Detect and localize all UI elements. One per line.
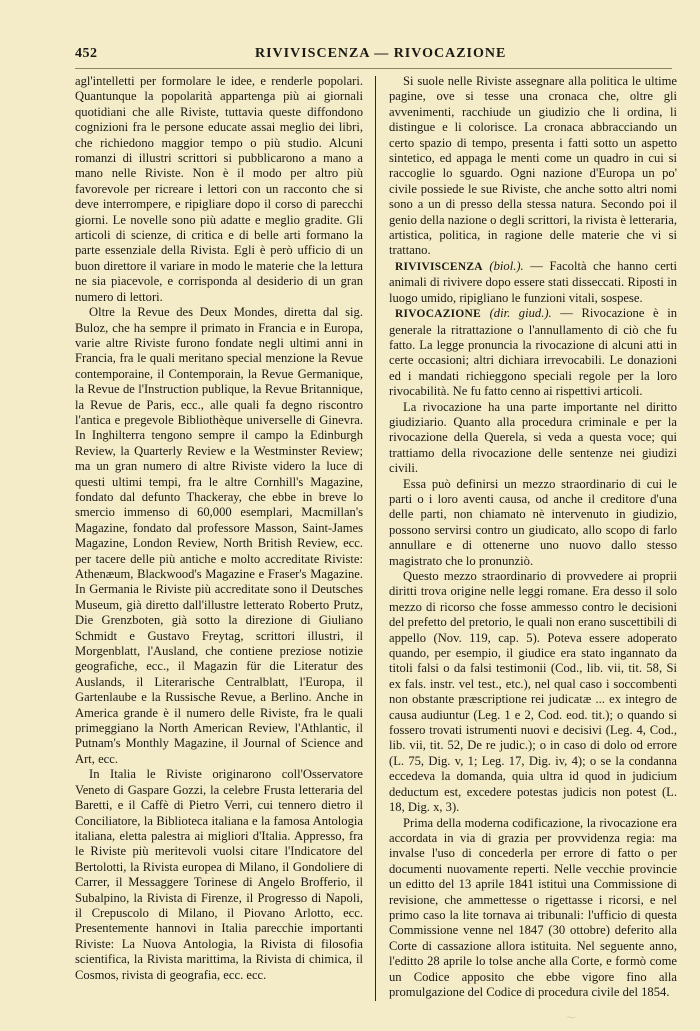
running-head: RIVIVISCENZA — RIVOCAZIONE	[255, 46, 507, 61]
paragraph: Essa può definirsi un mezzo straordinario di cui le parti o i loro aventi causa, od anche il creditore d'una delle parti, non chiamato nè intervenuto in giudizio, possono servirsi contro un giudicato, allo scopo di farlo annullare e di ottenerne uno nuovo dallo stesso magistrato che lo pronunziò.	[389, 476, 677, 568]
entry-domain-tag: (dir. giud.).	[489, 306, 552, 321]
column-rule	[375, 76, 376, 1001]
paragraph: Questo mezzo straordinario di provvedere ai proprii diritti trova origine nelle leggi romane. Era desso il solo mezzo di ricorso che fosse ammesso contro le decisioni del prefetto del pretorio, le quali non erano suscettibili di appello (Nov. 119, cap. 5). Poteva essere adoperato quando, per esempio, il giudice era stato ingannato da titoli falsi o da falsi testimonii (Cod., lib. vii, tit. 58, Si ex fals. instr. vel test., etc.), nel qual caso i soccombenti non obstante præscriptione rei judicatæ ... ex integro de causa audiuntur (Leg. 1 e 2, Cod. eod. tit.); o quando si fossero trovati istrumenti nuovi e decisivi (Leg. 4, Cod., lib. vii, tit. 52, De re judic.); o in caso di dolo od errore (L. 75, Dig. v, 1; Leg. 17, Dig. iv, 4); o se la condanna eccedeva la domanda, quia ultra id quod in judicium deductum est, excedere potestas judicis non potest (L. 18, Dig. x, 3).	[389, 569, 677, 815]
entry-lemma: RIVIVISCENZA	[395, 260, 483, 273]
entry-definition: — Facoltà che hanno certi animali di rivivere dopo essere stati disseccati. Riposti in luogo umido, ripigliano le funzioni vitali, sospese.	[389, 258, 677, 305]
paragraph: Si suole nelle Riviste assegnare alla politica le ultime pagine, ove si tesse una cronaca che, oltre gli avvenimenti, racchiude un giudizio che li ordina, li distingue e li colorisce. La cronaca abbracciando un certo spazio di tempo, presenta i fatti sotto un aspetto sintetico, ed appaga le menti come un quadro in cui si raccoglie lo sguardo. Ogni nazione d'Europa un po' civile possiede le sue Riviste, che anche sotto altri nomi sono a un di presso della stessa natura. Secondo poi il genio della nazione o degli scrittori, la rivista è letteraria, artistica, politica, in ragione delle materie che vi si trattano.	[389, 74, 677, 258]
entry-definition: — Rivocazione è in generale la ritrattazione o l'annullamento di ciò che fu fatto. La legge pronuncia la rivocazione di alcuni atti in certe occasioni; altri dichiara irrevocabili. Le donazioni ed i mandati richieggono speciali regole per la loro rivocabilità. Ne fu fatto cenno ai rispettivi articoli.	[389, 306, 677, 399]
entry-lemma: RIVOCAZIONE	[395, 308, 481, 321]
left-column	[75, 74, 363, 983]
paragraph: Prima della moderna codificazione, la rivocazione era accordata in via di grazia per provvidenza regia: ma invalse l'uso di concederla per errore di fatto o per documenti nuovamente reperti. Nelle vecchie provincie un editto del 13 aprile 1841 istituì una Commissione di revisione, che ammettesse o rigettasse i ricorsi, e nel primo caso la lite tornava ai tribunali: l'ufficio di questa Commissione venne nel 1847 (30 ottobre) deferito alla Corte di cassazione allora istituita. Nel seguente anno, l'editto 28 aprile lo tolse anche alla Corte, e formò come un Codice apposito che ebbe vigore fino alla promulgazione del Codice di procedura civile del 1854.	[389, 815, 677, 999]
paragraph: In Italia le Riviste originarono coll'Osservatore Veneto di Gaspare Gozzi, la celebre Frusta letteraria del Baretti, e il Caffè di Pietro Verri, cui tennero dietro il Conciliatore, la Biblioteca italiana e la famosa Antologia italiana, eletta palestra ai migliori d'Italia. Appresso, fra le Riviste più meritevoli vuolsi citare l'Indicatore del Bertolotti, la Rivista europea di Milano, il Gondoliere di Carrer, il Messaggere Torinese di Angelo Brofferio, il Subalpino, la Rivista di Firenze, il Progresso di Napoli, il Crepuscolo di Milano, il Piovano Arlotto, ecc. Presentemente hannovi in Italia parecchie importanti Riviste: La Nuova Antologia, la Rivista di filosofia scientifica, la Rivista marittima, la Rivista di chimica, il Cosmos, rivista di geografia, ecc. ecc.	[75, 767, 363, 982]
scan-watermark: ~	[565, 1010, 577, 1026]
page-number: 452	[75, 46, 98, 61]
right-column	[389, 74, 677, 1000]
entry-rivocazione	[389, 306, 677, 399]
paragraph: Oltre la Revue des Deux Mondes, diretta dal sig. Buloz, che ha sempre il primato in Francia e in Europa, varie altre Riviste furono fondate negli ultimi anni in Francia, fra le quali meritano special menzione la Revue contemporaine, il Contemporain, la Revue Germanique, la Revue de l'Instruction publique, la Revue Britannique, la Revue de Paris, ecc., alle quali fa degno riscontro l'antica e pregevole Bibliothèque universelle di Ginevra. In Inghilterra tengono sempre il campo la Edinburgh Review, la Quarterly Review e la Westminster Review; ma un gran numero di altre Riviste videro la luce di questi ultimi tempi, fra le altre Cornhill's Magazine, fondato dal defunto Thackeray, che ebbe in breve lo smercio immenso di 60,000 esemplari, Macmillan's Magazine, fondato dal professore Masson, Saint-James Magazine, London Review, North British Review, ecc. per tacere delle più antiche e molto accreditate Riviste: Athenæum, Blackwood's Magazine e Fraser's Magazine. In Germania le Riviste più accreditate sono il Deutsches Museum, già diretto dall'illustre letterato Roberto Prutz, Die Grenzboten, già sotto la direzione di Giuliano Schmidt e Gustavo Freytag, scrittori illustri, il Morgenblatt, l'Ausland, che contiene preziose notizie geografiche, ecc., il Magazin für die Literatur des Auslands, il Literarische Centralblatt, l'Europa, il Gartenlaube e la Russische Revue, a Berlino. Anche in America grande è il numero delle Riviste, fra le quali primeggiano la North American Review, l'Athlantic, il Putnam's Monthly Magazine, il Journal of Science and Art, ecc.	[75, 305, 363, 766]
entry-riviviscenza	[389, 259, 677, 306]
entry-domain-tag: (biol.).	[489, 258, 524, 273]
header-rule	[75, 68, 672, 69]
paragraph: La rivocazione ha una parte importante nel diritto giudiziario. Quanto alla procedura criminale e per la rivocazione della Querela, si veda a questa voce; qui trattiamo della rivocazione delle sentenze nei giudizi civili.	[389, 399, 677, 476]
paragraph: agl'intelletti per formolare le idee, e renderle popolari. Quantunque la popolarità appartenga più ai giornali quotidiani che alle Riviste, tuttavia queste diffondono cognizioni fra le persone educate assai meglio dei libri, che richiedono maggior tempo o più studio. Alcuni romanzi di illustri scrittori si pubblicarono a mano a mano nelle Riviste. Non è il modo per altro più favorevole per ricreare i lettori con un racconto che si deve interrompere, e ripigliare dopo il corso di parecchi giorni. Le novelle sono più adatte e meglio gradite. Gli articoli di scienze, di critica e di belle arti formano la parte essenziale della Rivista. Egli è però ufficio di un buon direttore il variare in modo le materie che la lettura ne sia piacevole, e corrisponda al desiderio di un gran numero di lettori.	[75, 74, 363, 304]
page-header	[75, 44, 672, 66]
